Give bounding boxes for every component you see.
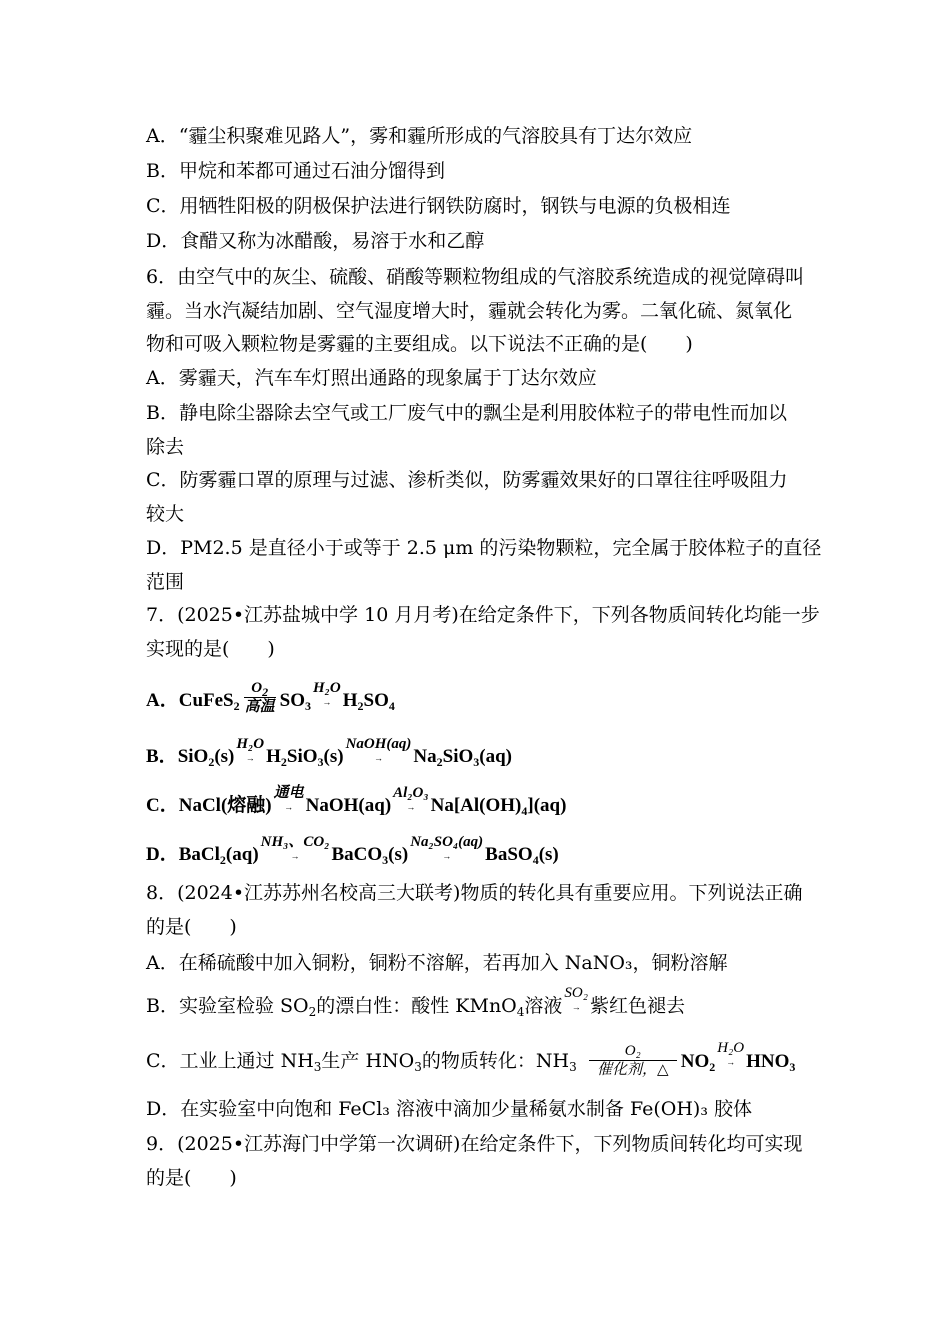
q6-option-a: A．雾霾天，汽车车灯照出通路的现象属于丁达尔效应 (146, 367, 597, 389)
reaction-arrow: Na₂SO₄(aq) → (410, 833, 484, 861)
q6-stem-line1: 6．由空气中的灰尘、硫酸、硝酸等颗粒物组成的气溶胶系统造成的视觉障碍叫 (146, 266, 805, 288)
q6-option-c-line1: C．防雾霾口罩的原理与过滤、渗析类似，防雾霾效果好的口罩往往呼吸阻力 (146, 469, 788, 491)
q6-option-b-line1: B．静电除尘器除去空气或工厂废气中的飘尘是利用胶体粒子的带电性而加以 (146, 402, 787, 424)
reaction-arrow: $O_2$ 高温 (244, 680, 275, 716)
q5-option-b: B．甲烷和苯都可通过石油分馏得到 (146, 160, 445, 182)
q7-option-d: D．BaCl$_2$(aq) NH₃、CO₂ → BaCO$_3$(s) Na₂SO₄(aq) → BaSO$_4$(s) (146, 833, 559, 867)
q8-option-b: B．实验室检验 $SO_2$的漂白性：酸性 KMnO$_4$溶液 SO₂ → 紫红色褪去 (146, 985, 685, 1019)
q8-option-d: D．在实验室中向饱和 FeCl₃ 溶液中滴加少量稀氨水制备 Fe(OH)₃ 胶体 (146, 1098, 752, 1120)
q8-option-c: C．工业上通过 $NH_3$生产 $HNO_3$的物质转化：$NH_3$ O₂ 催化剂，△ $NO_2$ H₂O → $HNO_3$ (146, 1040, 796, 1078)
reaction-arrow: H₂O → (717, 1040, 745, 1067)
reaction-arrow: H₂O → (236, 735, 265, 763)
reaction-arrow: SO₂ → (564, 985, 588, 1012)
q8-stem-line1: 8．(2024•江苏苏州名校高三大联考)物质的转化具有重要应用。下列说法正确 (146, 882, 803, 904)
q6-option-d-line1: D．PM2.5 是直径小于或等于 2.5 μm 的污染物颗粒，完全属于胶体粒子的直径 (146, 537, 822, 559)
q6-stem-line3: 物和可吸入颗粒物是雾霾的主要组成。以下说法不正确的是( ) (146, 333, 693, 355)
q7-stem-line1: 7．(2025•江苏盐城中学 10 月月考)在给定条件下，下列各物质间转化均能一步 (146, 604, 820, 626)
q9-stem-line2: 的是( ) (146, 1167, 237, 1189)
q5-option-a: A．“霾尘积聚难见路人”，雾和霾所形成的气溶胶具有丁达尔效应 (146, 125, 693, 147)
q6-stem-line2: 霾。当水汽凝结加剧、空气湿度增大时，霾就会转化为雾。二氧化硫、氮氧化 (146, 300, 793, 322)
q8-option-a: A．在稀硫酸中加入铜粉，铜粉不溶解，若再加入 NaNO₃，铜粉溶解 (146, 952, 728, 974)
q9-stem-line1: 9．(2025•江苏海门中学第一次调研)在给定条件下，下列物质间转化均可实现 (146, 1133, 803, 1155)
q6-option-d-line2: 范围 (146, 571, 185, 593)
q5-option-c: C．用牺牲阳极的阴极保护法进行钢铁防腐时，钢铁与电源的负极相连 (146, 195, 731, 217)
q5-option-d: D．食醋又称为冰醋酸，易溶于水和乙醇 (146, 230, 485, 252)
reaction-arrow: NH₃、CO₂ → (260, 833, 330, 861)
q7-option-b: B．SiO$_2$(s) H₂O → $H_2SiO_3(s)$ NaOH(aq) → $Na_2SiO_3(aq)$ (146, 735, 512, 769)
q7-option-a: A．CuFeS$_2$ $O_2$ 高温 $SO_3$ H₂O → $H_2SO_4$ (146, 679, 395, 716)
q8-stem-line2: 的是( ) (146, 916, 237, 938)
q6-option-c-line2: 较大 (146, 503, 185, 525)
reaction-arrow: NaOH(aq) → (345, 735, 412, 763)
reaction-arrow: O₂ 催化剂，△ (587, 1042, 679, 1079)
q7-option-c: C．NaCl(熔融) 通电 → NaOH(aq) Al₂O₃ → $Na[Al(OH)_4](aq)$ (146, 784, 567, 818)
reaction-arrow: Al₂O₃ → (393, 784, 429, 812)
reaction-arrow: 通电 → (273, 784, 304, 812)
q6-option-b-line2: 除去 (146, 436, 185, 458)
reaction-arrow: H₂O → (313, 679, 341, 707)
q7-stem-line2: 实现的是( ) (146, 638, 275, 660)
